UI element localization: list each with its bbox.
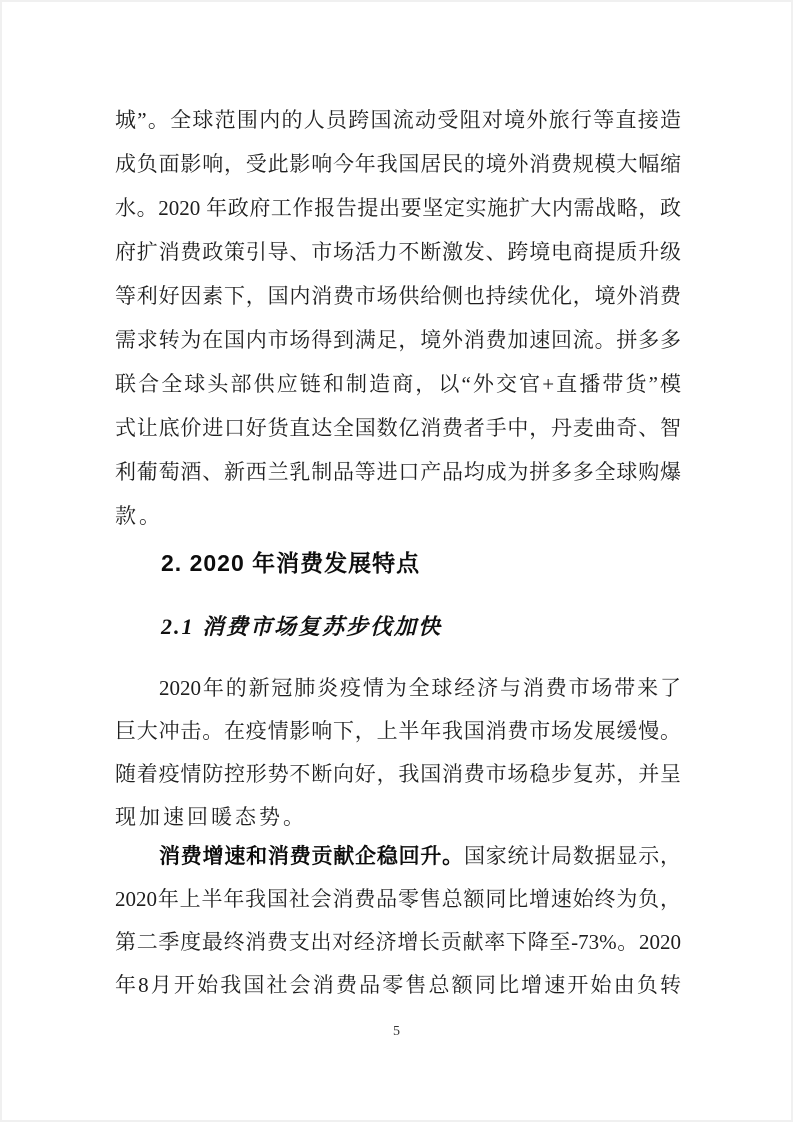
text-line: 府扩消费政策引导、市场活力不断激发、跨境电商提质升级 xyxy=(115,240,681,264)
text-line: 现加速回暖态势。 xyxy=(115,805,307,829)
paragraph-consumption-growth xyxy=(115,835,681,1007)
text-line: 2020年上半年我国社会消费品零售总额同比增速始终为负， xyxy=(115,887,681,911)
text-line: 巨大冲击。在疫情影响下，上半年我国消费市场发展缓慢。 xyxy=(115,719,681,743)
text-line: 等利好因素下，国内消费市场供给侧也持续优化，境外消费 xyxy=(115,284,681,308)
text-line: 年8月开始我国社会消费品零售总额同比增速开始由负转 xyxy=(115,973,681,997)
text-line: 利葡萄酒、新西兰乳制品等进口产品均成为拼多多全球购爆 xyxy=(115,460,681,484)
text-line xyxy=(115,835,681,878)
text-line: 水。2020 年政府工作报告提出要坚定实施扩大内需战略，政 xyxy=(115,196,681,220)
text-line: 城”。全球范围内的人员跨国流动受阻对境外旅行等直接造 xyxy=(115,108,681,132)
text-line: 随着疫情防控形势不断向好，我国消费市场稳步复苏，并呈 xyxy=(115,762,681,786)
text-line: 款。 xyxy=(115,504,163,528)
text-line: 第二季度最终消费支出对经济增长贡献率下降至-73%。2020 xyxy=(115,930,681,954)
text-line: 成负面影响，受此影响今年我国居民的境外消费规模大幅缩 xyxy=(115,152,681,176)
paragraph-continued-from-previous-page xyxy=(115,98,681,538)
subsection-heading: 2.1 消费市场复苏步伐加快 xyxy=(161,614,443,639)
paragraph-market-recovery xyxy=(115,667,681,839)
section-heading: 2. 2020 年消费发展特点 xyxy=(161,550,421,576)
text-line: 联合全球头部供应链和制造商，以“外交官+直播带货”模 xyxy=(115,372,681,396)
text-line: 式让底价进口好货直达全国数亿消费者手中，丹麦曲奇、智 xyxy=(115,416,681,440)
text-line: 2020年的新冠肺炎疫情为全球经济与消费市场带来了 xyxy=(159,676,681,700)
paragraph-lead-rest-text: 国家统计局数据显示， xyxy=(463,844,682,868)
page-number: 5 xyxy=(393,1024,400,1039)
text-line: 需求转为在国内市场得到满足，境外消费加速回流。拼多多 xyxy=(115,328,681,352)
paragraph-lead-bold-text: 消费增速和消费贡献企稳回升。 xyxy=(159,845,464,868)
